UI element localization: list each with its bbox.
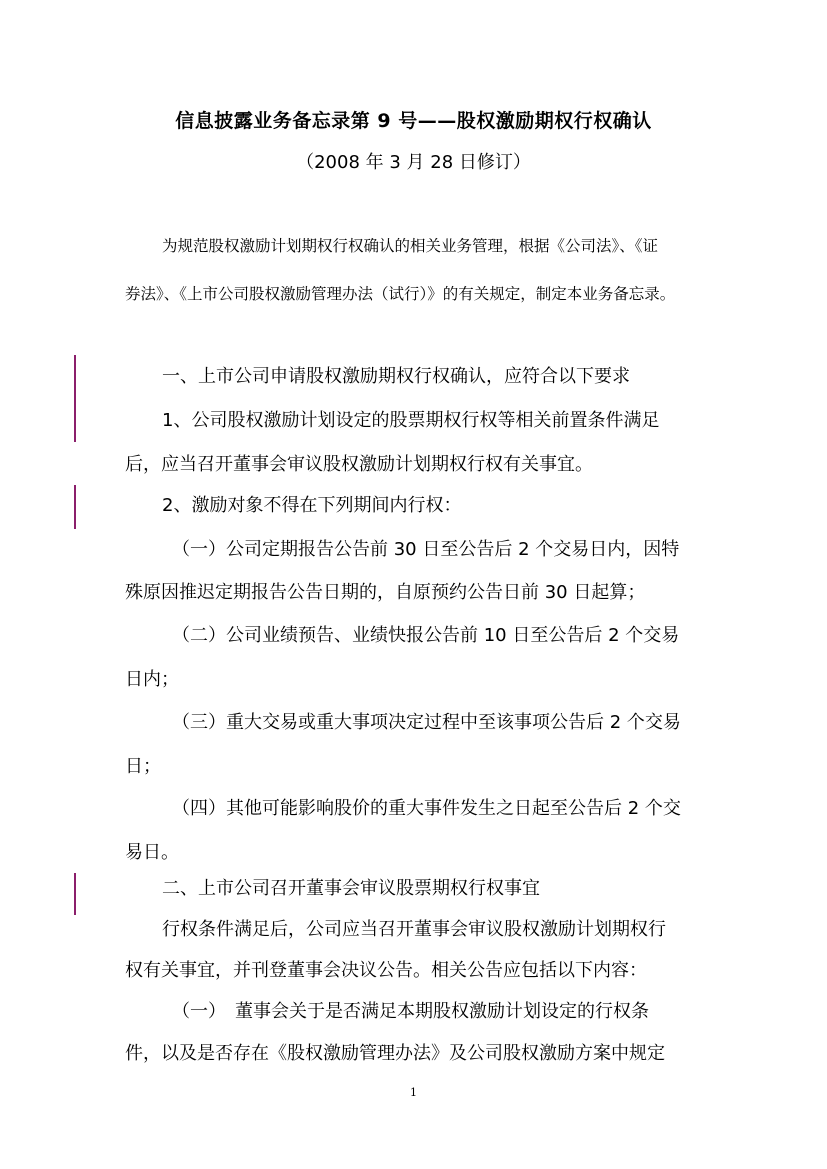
section2-body-line-2: 权有关事宜，并刊登董事会决议公告。相关公告应包括以下内容： (125, 960, 647, 981)
sub2-line-1: （二）公司业绩预告、业绩快报公告前 10 日至公告后 2 个交易 (172, 625, 680, 646)
intro-line-2: 券法》、《上市公司股权激励管理办法（试行）》的有关规定，制定本业务备忘录。 (125, 285, 676, 303)
item1-line-2: 后，应当召开董事会审议股权激励计划期权行权有关事宜。 (125, 454, 593, 475)
section1-heading: 一、上市公司申请股权激励期权行权确认，应符合以下要求 (162, 366, 630, 387)
document-subtitle: （2008 年 3 月 28 日修订） (296, 152, 531, 173)
document-title: 信息披露业务备忘录第 9 号——股权激励期权行权确认 (175, 110, 652, 132)
revision-bar (74, 355, 76, 442)
s2-sub1-line-1: （一） 董事会关于是否满足本期股权激励计划设定的行权条 (172, 1001, 649, 1022)
sub3-line-1: （三）重大交易或重大事项决定过程中至该事项公告后 2 个交易 (172, 712, 681, 733)
s2-sub1-line-2: 件，以及是否存在《股权激励管理办法》及公司股权激励方案中规定 (125, 1043, 665, 1064)
item1-line-1: 1、公司股权激励计划设定的股票期权行权等相关前置条件满足 (162, 410, 660, 431)
revision-bar (74, 485, 76, 529)
sub4-line-2: 易日。 (125, 842, 179, 863)
sub4-line-1: （四）其他可能影响股价的重大事件发生之日起至公告后 2 个交 (172, 798, 681, 819)
revision-bar (74, 873, 76, 915)
item2: 2、激励对象不得在下列期间内行权： (162, 495, 462, 516)
sub2-line-2: 日内； (125, 669, 179, 690)
sub1-line-2: 殊原因推迟定期报告公告日期的，自原预约公告日前 30 日起算； (125, 582, 646, 603)
page-number: 1 (410, 1086, 417, 1099)
section2-heading: 二、上市公司召开董事会审议股票期权行权事宜 (162, 878, 540, 899)
sub1-line-1: （一）公司定期报告公告前 30 日至公告后 2 个交易日内，因特 (172, 539, 680, 560)
section2-body-line-1: 行权条件满足后，公司应当召开董事会审议股权激励计划期权行 (162, 919, 666, 940)
intro-line-1: 为规范股权激励计划期权行权确认的相关业务管理，根据《公司法》、《证 (162, 237, 659, 255)
sub3-line-2: 日； (125, 756, 161, 777)
